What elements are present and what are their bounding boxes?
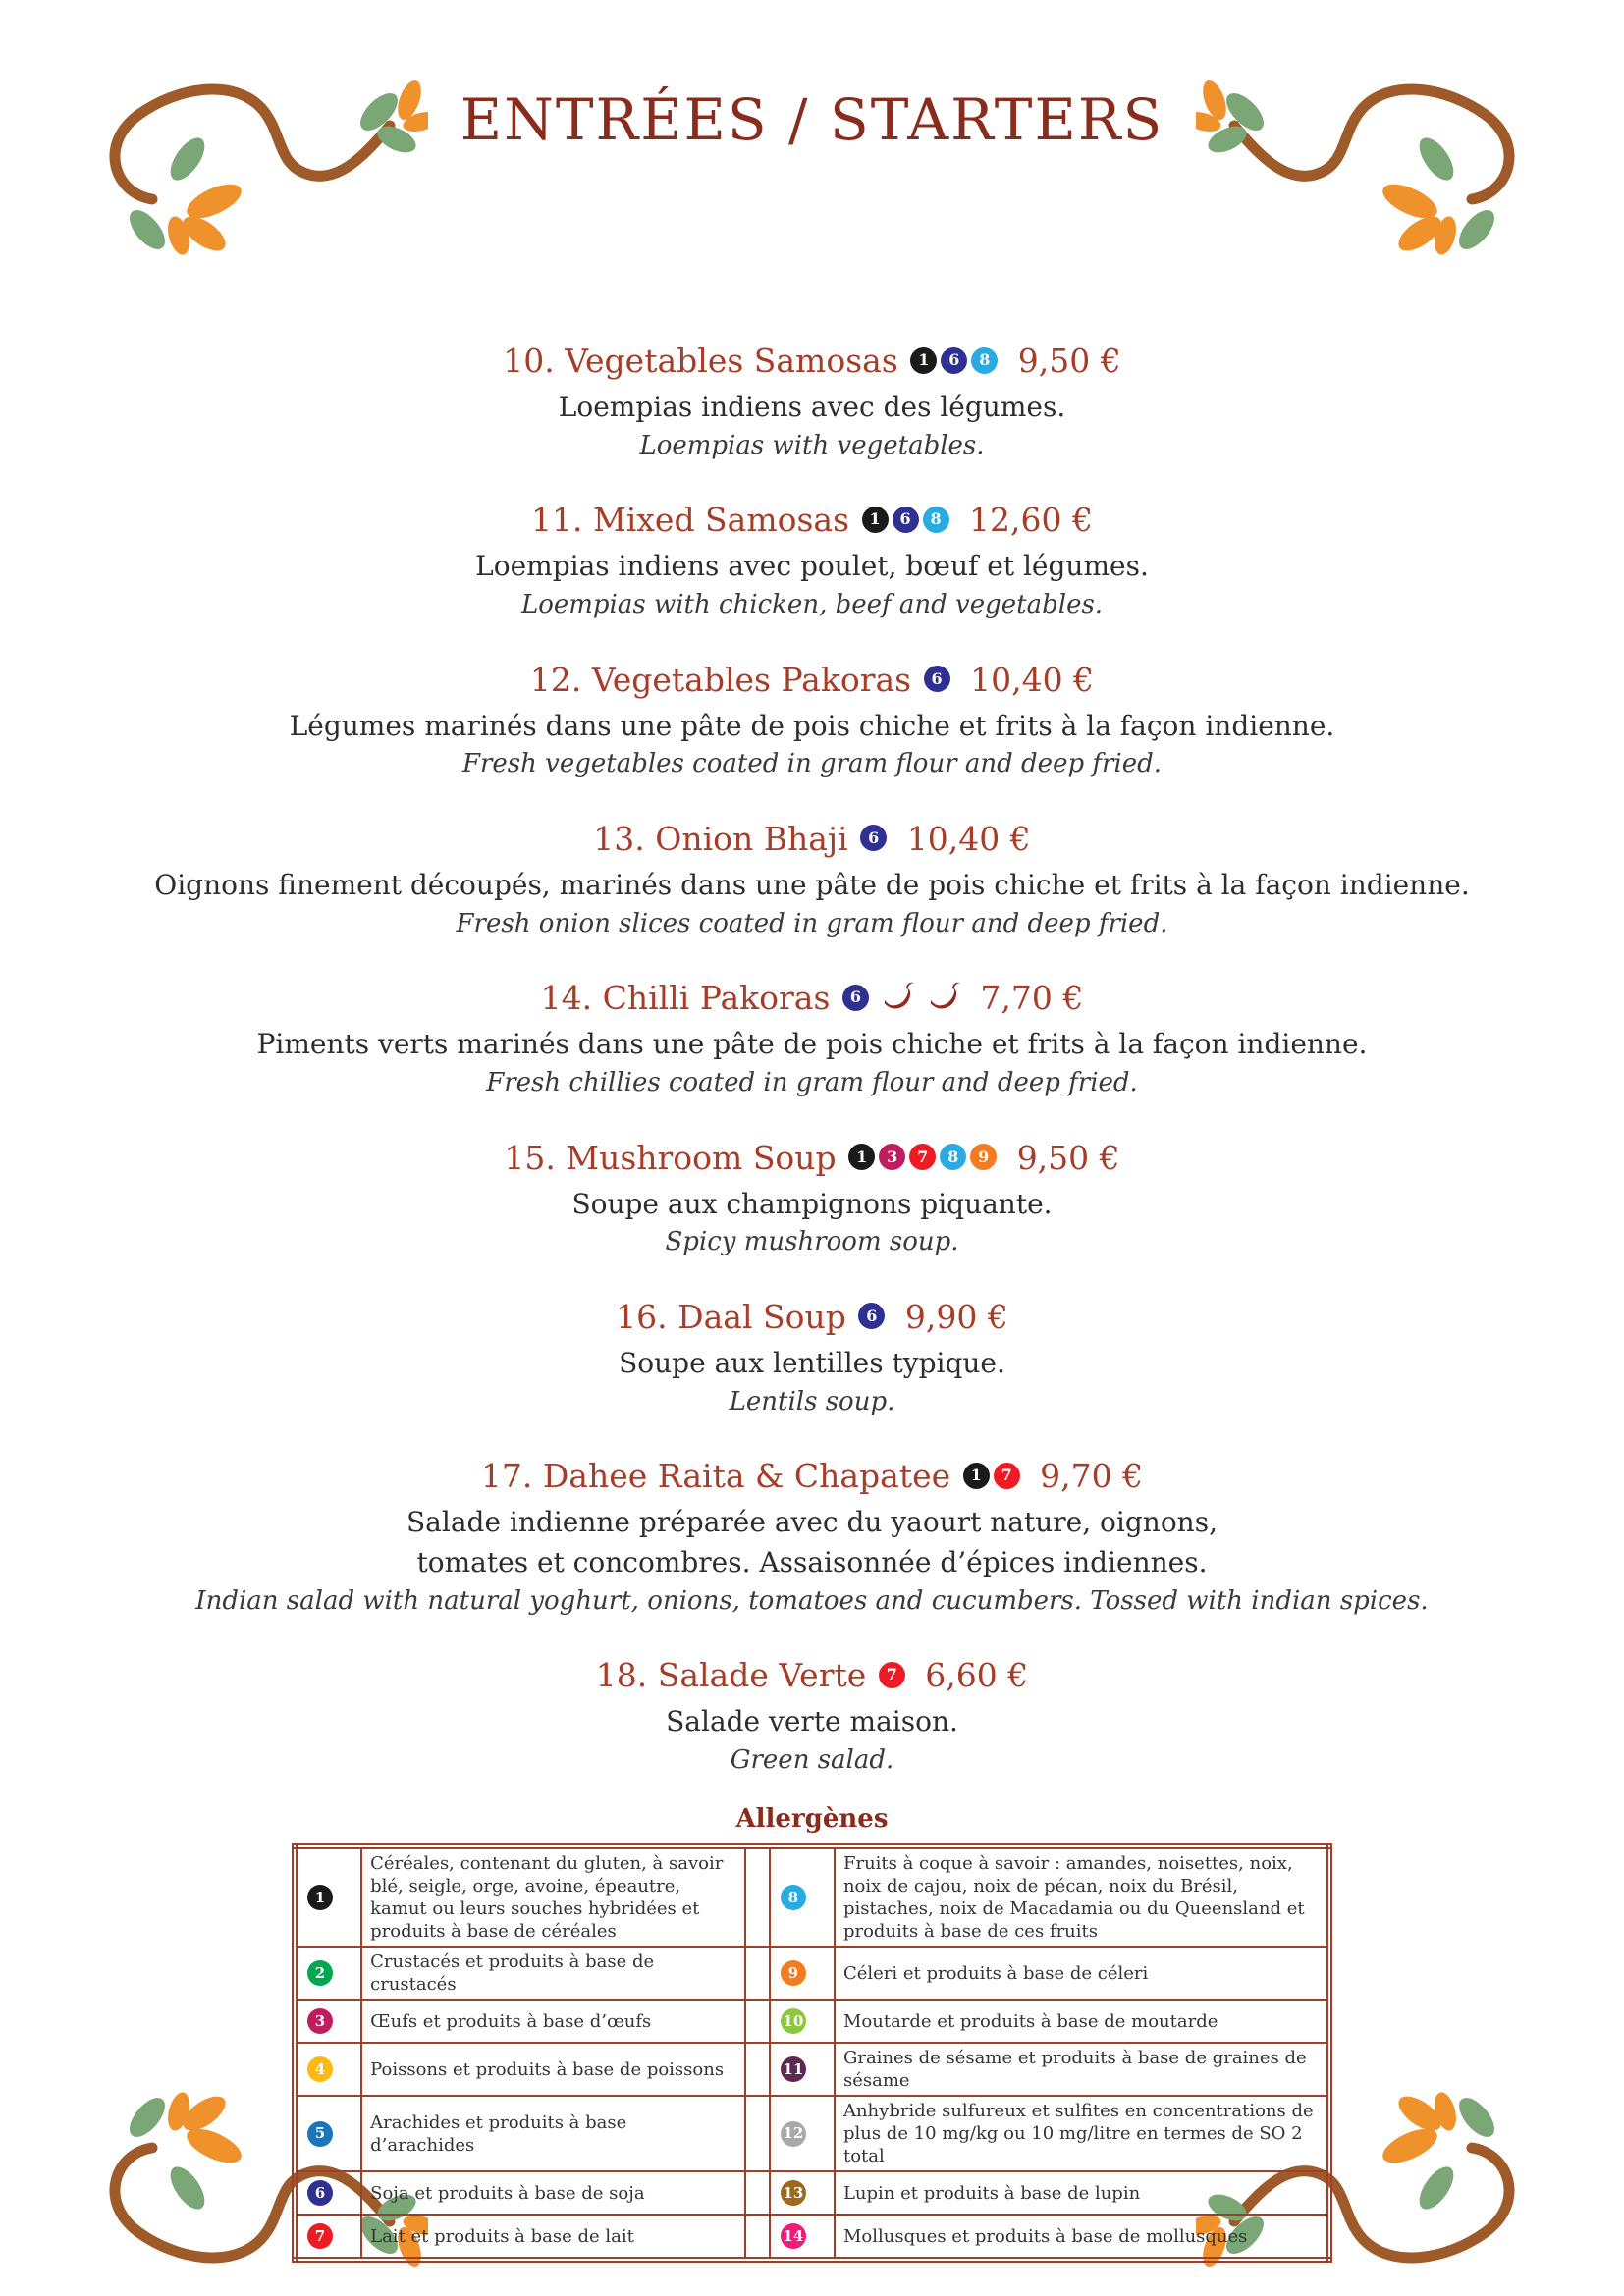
allergen-badge: 12 [781,2121,806,2147]
allergen-text: Poissons et produits à base de poissons [361,2043,744,2096]
item-desc-fr: Soupe aux lentilles typique. [619,1346,1005,1379]
allergen-number-cell [770,1947,835,2000]
allergen-text: Soja et produits à base de soja [361,2171,744,2215]
allergen-number-cell [770,2043,835,2096]
item-desc-fr: Oignons finement découpés, marinés dans une pâte de pois chiche et frits à la façon indienne. [154,868,1470,901]
allergen-badge: 8 [971,347,998,374]
item-title-row [0,501,1624,539]
allergen-text: Anhybride sulfureux et sulfites en concentrations de plus de 10 mg/kg ou 10 mg/litre en termes de SO 2 total [835,2096,1329,2171]
item-title-row [0,820,1624,858]
item-desc-fr: Piments verts marinés dans une pâte de pois chiche et frits à la façon indienne. [256,1028,1368,1061]
item-desc-en: Indian salad with natural yoghurt, onions, tomatoes and cucumbers. Tossed with indian spices. [195,1585,1429,1616]
allergen-badge: 4 [307,2056,333,2082]
allergen-text: Arachides et produits à base d’arachides [361,2096,744,2171]
item-desc-en: Fresh chillies coated in gram flour and deep fried. [486,1068,1138,1098]
item-title-row [0,1139,1624,1177]
allergen-badge: 7 [909,1144,936,1170]
item-desc-en: Fresh vegetables coated in gram flour and deep fried. [461,749,1163,779]
allergen-badge: 1 [307,1885,333,1910]
menu-item [0,820,1624,939]
menu-item [0,979,1624,1098]
item-desc-fr: Loempias indiens avec poulet, bœuf et légumes. [475,550,1149,583]
menu-item [0,1457,1624,1617]
table-row [295,1947,1329,2000]
table-row [295,2215,1329,2260]
allergen-badge: 2 [307,1960,333,1986]
allergen-badge: 10 [781,2008,806,2034]
allergen-text: Moutarde et produits à base de moutarde [835,2000,1329,2043]
allergen-badge: 6 [307,2180,333,2206]
allergens-title: Allergènes [735,1804,889,1834]
allergen-text: Lupin et produits à base de lupin [835,2171,1329,2215]
item-desc-en: Lentils soup. [729,1386,895,1416]
item-title-row [0,661,1624,699]
item-desc-fr: Soupe aux champignons piquante. [571,1187,1053,1220]
allergen-badge: 1 [963,1463,990,1489]
item-name: 11. Mixed Samosas [530,501,850,540]
allergen-badge: 8 [781,1885,806,1910]
chilli-icon [882,982,915,1011]
item-desc-en: Fresh onion slices coated in gram flour and deep fried. [456,908,1168,938]
allergen-badge: 6 [842,985,869,1011]
item-name: 10. Vegetables Samosas [503,342,898,380]
item-name: 14. Chilli Pakoras [540,979,831,1018]
allergen-text: Œufs et produits à base d’œufs [361,2000,744,2043]
item-title-row [0,1298,1624,1336]
allergen-number-cell [770,1846,835,1947]
item-price: 9,50 € [1016,1138,1120,1177]
allergen-number-cell [770,2171,835,2215]
item-title-row [0,1656,1624,1694]
allergen-text: Fruits à coque à savoir : amandes, noisettes, noix, noix de cajou, noix de pécan, noix du Brésil, pistaches, noix de Macadamia ou du Queensland et produits à base de ces fruits [835,1846,1329,1947]
allergen-badge: 1 [862,507,889,533]
allergen-text: Graines de sésame et produits à base de graines de sésame [835,2043,1329,2096]
menu-item [0,1298,1624,1417]
allergen-badge: 11 [781,2056,806,2082]
item-name: 15. Mushroom Soup [504,1138,837,1177]
item-name: 18. Salade Verte [595,1656,867,1695]
allergen-number-cell [295,1947,361,2000]
item-desc-fr: Loempias indiens avec des légumes. [558,391,1066,423]
item-price: 12,60 € [969,501,1094,540]
item-name: 13. Onion Bhaji [593,819,848,858]
allergen-badge: 7 [994,1463,1020,1489]
allergen-text: Céleri et produits à base de céleri [835,1947,1329,2000]
allergen-badge: 7 [879,1662,905,1688]
allergen-badge: 8 [940,1144,966,1170]
item-desc-fr: tomates et concombres. Assaisonnée d’épices indiennes. [416,1546,1208,1579]
item-price: 9,50 € [1017,342,1121,380]
allergen-badge: 1 [848,1144,875,1170]
allergen-number-cell [295,2096,361,2171]
table-gap [745,2096,770,2171]
table-gap [745,2000,770,2043]
allergen-badge: 3 [307,2008,333,2034]
allergen-text: Lait et produits à base de lait [361,2215,744,2260]
allergen-number-cell [295,2000,361,2043]
allergen-badge: 14 [781,2223,806,2249]
allergen-text: Crustacés et produits à base de crustacés [361,1947,744,2000]
item-price: 10,40 € [970,660,1095,699]
allergen-number-cell [295,1846,361,1947]
chilli-icon [928,982,961,1011]
allergen-number-cell [295,2215,361,2260]
item-desc-en: Spicy mushroom soup. [665,1227,959,1257]
allergen-badge: 1 [910,347,937,374]
allergens-table [292,1843,1332,2263]
table-gap [745,2043,770,2096]
table-row [295,1846,1329,1947]
allergen-badge: 6 [941,347,967,374]
menu-item [0,661,1624,780]
item-desc-en: Loempias with vegetables. [639,430,985,460]
allergen-text: Céréales, contenant du gluten, à savoir blé, seigle, orge, avoine, épeautre, kamut ou leurs souches hybridées et produits à base de céréales [361,1846,744,1947]
item-title-row [0,342,1624,380]
table-gap [745,2215,770,2260]
allergen-badge: 9 [781,1960,806,1986]
item-desc-fr: Légumes marinés dans une pâte de pois chiche et frits à la façon indienne. [289,709,1335,742]
item-name: 16. Daal Soup [616,1297,846,1336]
table-gap [745,1947,770,2000]
menu-item [0,1656,1624,1776]
allergen-text: Mollusques et produits à base de mollusques [835,2215,1329,2260]
allergen-badge: 7 [307,2223,333,2249]
item-desc-en: Loempias with chicken, beef and vegetables. [520,590,1104,620]
menu-item [0,342,1624,461]
allergen-badge: 9 [970,1144,997,1170]
item-desc-fr: Salade verte maison. [666,1705,958,1738]
allergen-badge: 6 [858,1303,885,1329]
item-price: 9,90 € [904,1297,1008,1336]
menu-item [0,501,1624,620]
allergen-badge: 13 [781,2180,806,2206]
allergen-number-cell [770,2215,835,2260]
table-row [295,2043,1329,2096]
item-name: 17. Dahee Raita & Chapatee [480,1457,951,1496]
allergen-number-cell [770,2000,835,2043]
allergen-badge: 5 [307,2121,333,2147]
allergen-badge: 6 [893,507,919,533]
item-price: 6,60 € [925,1656,1029,1695]
item-desc-en: Green salad. [730,1745,894,1776]
item-title-row [0,1457,1624,1495]
allergen-badge: 6 [860,825,887,851]
allergen-number-cell [770,2096,835,2171]
starters-menu-list [0,342,1624,1816]
page-title: ENTRÉES / STARTERS [460,86,1164,153]
table-row [295,2096,1329,2171]
table-row [295,2000,1329,2043]
table-gap [745,2171,770,2215]
item-price: 10,40 € [906,819,1031,858]
allergens-section [272,1804,1352,2263]
item-title-row [0,979,1624,1017]
item-name: 12. Vegetables Pakoras [529,660,912,699]
allergen-number-cell [295,2171,361,2215]
table-row [295,2171,1329,2215]
item-desc-fr: Salade indienne préparée avec du yaourt nature, oignons, [406,1506,1218,1539]
menu-item [0,1139,1624,1258]
allergen-number-cell [295,2043,361,2096]
allergen-badge: 3 [879,1144,905,1170]
item-price: 9,70 € [1040,1457,1144,1496]
allergen-badge: 6 [924,666,950,692]
allergen-badge: 8 [923,507,949,533]
table-gap [745,1846,770,1947]
item-price: 7,70 € [980,979,1084,1018]
